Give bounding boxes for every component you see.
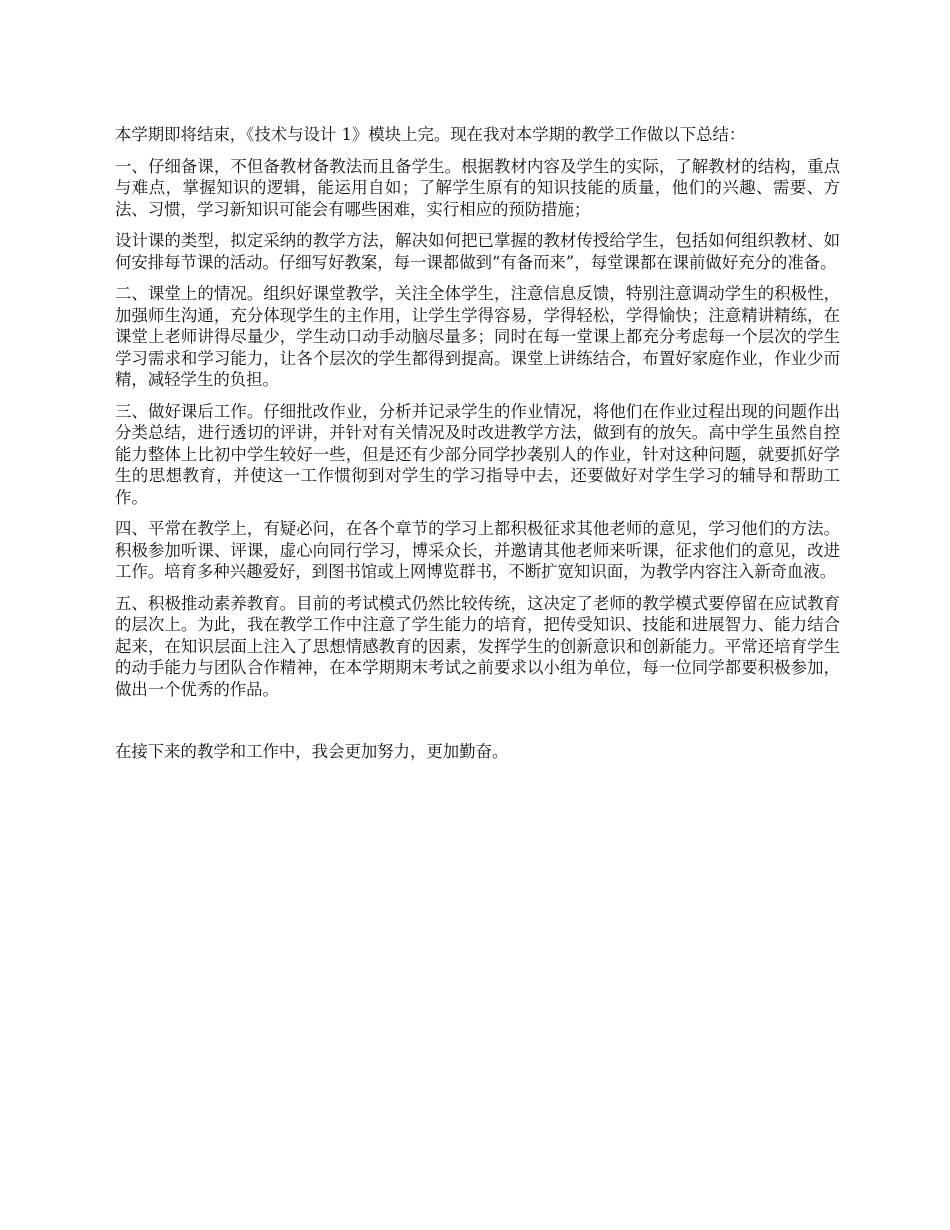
document-body <box>115 124 840 773</box>
section-1-lesson-design-paragraph: 设计课的类型，拟定采纳的教学方法，解决如何把已掌握的教材传授给学生，包括如何组织教材、如何安排每节课的活动。仔细写好教案，每一课都做到“有备而来”，每堂课都在课前做好充分的准备。 <box>115 231 840 272</box>
section-2-classroom-paragraph: 二、课堂上的情况。组织好课堂教学，关注全体学生，注意信息反馈，特别注意调动学生的积极性，加强师生沟通，充分体现学生的主作用，让学生学得容易，学得轻松，学得愉快；注意精讲精练，在课堂上老师讲得尽量少，学生动口动手动脑尽量多；同时在每一堂课上都充分考虑每一个层次的学生学习需求和学习能力，让各个层次的学生都得到提高。课堂上讲练结合，布置好家庭作业，作业少而精，减轻学生的负担。 <box>115 284 840 389</box>
section-5-quality-education-paragraph: 五、积极推动素养教育。目前的考试模式仍然比较传统，这决定了老师的教学模式要停留在应试教育的层次上。为此，我在教学工作中注意了学生能力的培育，把传受知识、技能和进展智力、能力结合起来，在知识层面上注入了思想情感教育的因素，发挥学生的创新意识和创新能力。平常还培育学生的动手能力与团队合作精神，在本学期期末考试之前要求以小组为单位，每一位同学都要积极参加，做出一个优秀的作品。 <box>115 593 840 699</box>
section-4-learning-paragraph: 四、平常在教学上，有疑必问，在各个章节的学习上都积极征求其他老师的意见，学习他们的方法。积极参加听课、评课，虚心向同行学习，博采众长，并邀请其他老师来听课，征求他们的意见，改进工作。培育多种兴趣爱好，到图书馆或上网博览群书，不断扩宽知识面，为教学内容注入新奇血液。 <box>115 519 840 581</box>
closing-paragraph: 在接下来的教学和工作中，我会更加努力，更加勤奋。 <box>115 742 509 761</box>
intro-paragraph: 本学期即将结束，《技术与设计 1》模块上完。现在我对本学期的教学工作做以下总结： <box>115 125 746 144</box>
section-3-after-class-paragraph: 三、做好课后工作。仔细批改作业，分析并记录学生的作业情况，将他们在作业过程出现的问题作出分类总结，进行透切的评讲，并针对有关情况及时改进教学方法，做到有的放矢。高中学生虽然自控能力整体上比初中学生较好一些，但是还有少部分同学抄袭别人的作业，针对这种问题，就要抓好学生的思想教育，并使这一工作惯彻到对学生的学习指导中去，还要做好对学生学习的辅导和帮助工作。 <box>115 401 840 507</box>
section-1-preparation-paragraph: 一、仔细备课，不但备教材备教法而且备学生。根据教材内容及学生的实际，了解教材的结构，重点与难点，掌握知识的逻辑，能运用自如；了解学生原有的知识技能的质量，他们的兴趣、需要、方法、习惯，学习新知识可能会有哪些困难，实行相应的预防措施； <box>115 156 840 219</box>
